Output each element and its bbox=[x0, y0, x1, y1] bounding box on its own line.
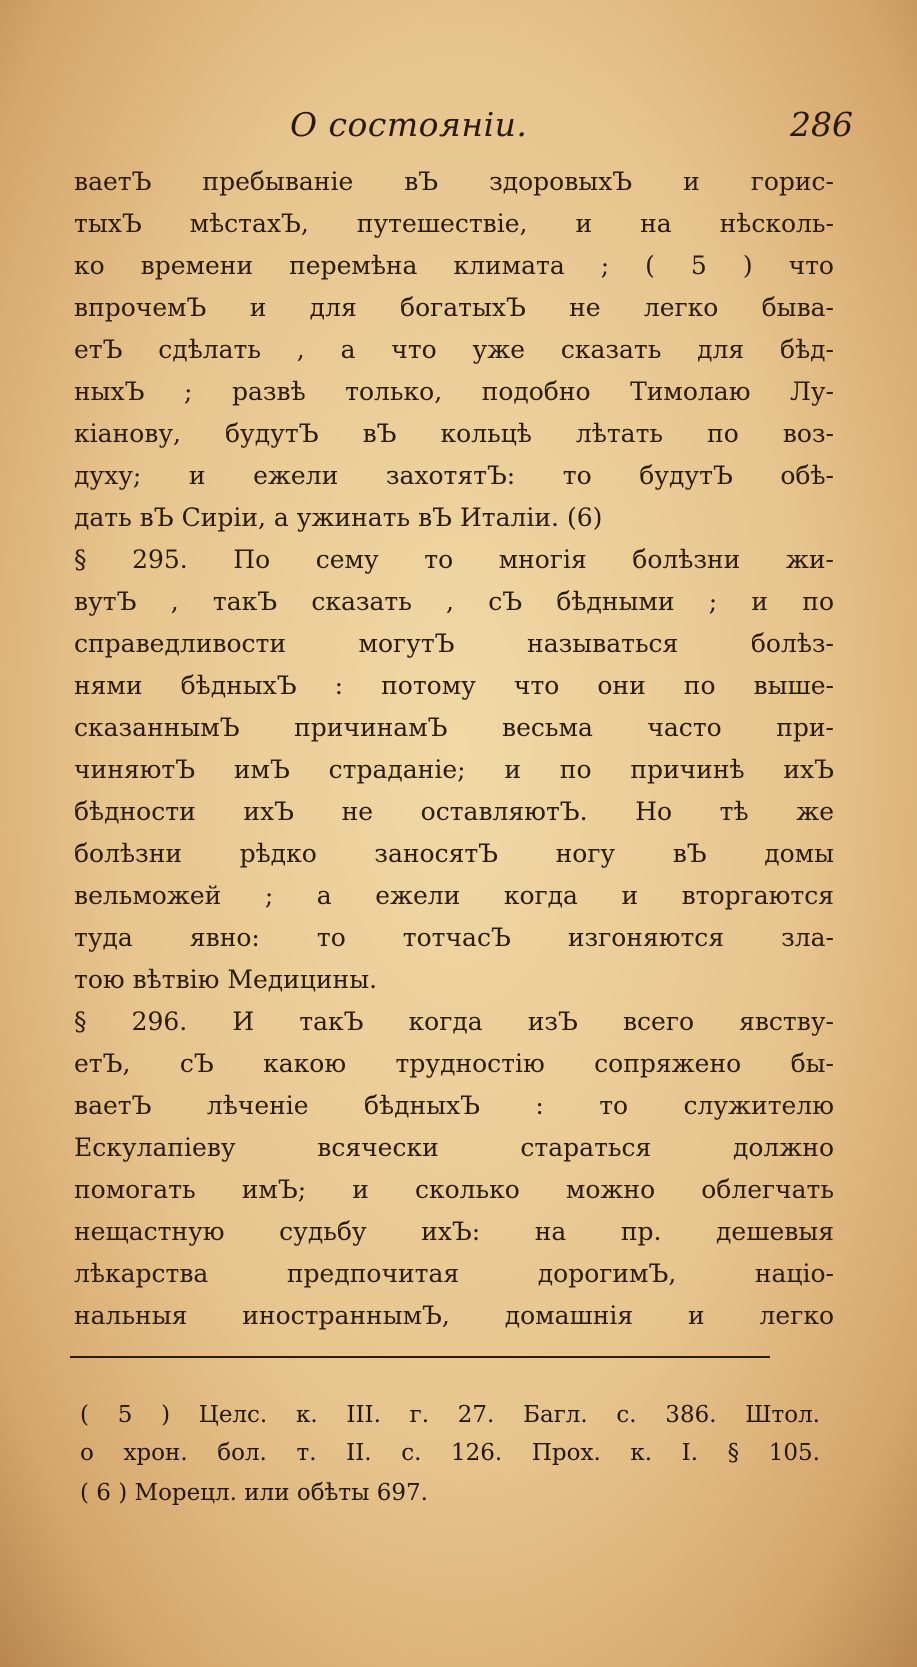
paragraph-start-line: § 295. По сему то многія болѣзни жи- bbox=[74, 545, 834, 574]
text-line: впрочемЪ и для богатыхЪ не легко быва- bbox=[74, 293, 834, 322]
footnote-line: о хрон. бол. т. II. с. 126. Прох. к. I. § 105. bbox=[80, 1440, 820, 1466]
text-line: чиняютЪ имЪ страданіе; и по причинѣ ихЪ bbox=[74, 755, 834, 784]
text-line: помогать имЪ; и сколько можно облегчать bbox=[74, 1175, 834, 1204]
page-header bbox=[0, 105, 917, 155]
text-line: ваетЪ пребываніе вЪ здоровыхЪ и горис- bbox=[74, 167, 834, 196]
text-line: нещастную судьбу ихЪ: на пр. дешевыя bbox=[74, 1217, 834, 1246]
text-line: лѣкарства предпочитая дорогимЪ, націо- bbox=[74, 1259, 834, 1288]
paragraph-start-line: § 296. И такЪ когда изЪ всего явству- bbox=[74, 1007, 834, 1036]
page-number: 286 bbox=[790, 105, 853, 144]
text-line: туда явно: то тотчасЪ изгоняются зла- bbox=[74, 923, 834, 952]
text-line: нями бѣдныхЪ : потому что они по выше- bbox=[74, 671, 834, 700]
text-line: дать вЪ Сиріи, а ужинать вЪ Италіи. (6) bbox=[74, 503, 603, 532]
text-line: тыхЪ мѣстахЪ, путешествіе, и на нѣсколь- bbox=[74, 209, 834, 238]
text-line: етЪ, сЪ какою трудностію сопряжено бы- bbox=[74, 1049, 834, 1078]
text-line: тою вѣтвію Медицины. bbox=[74, 965, 378, 994]
text-line: Ескулапіеву всячески стараться должно bbox=[74, 1133, 834, 1162]
text-line: ваетЪ лѣченіе бѣдныхЪ : то служителю bbox=[74, 1091, 834, 1120]
text-line: етЪ сдѣлать , а что уже сказать для бѣд- bbox=[74, 335, 834, 364]
text-line: ко времени перемѣна климата ; ( 5 ) что bbox=[74, 251, 834, 280]
text-line: вутЪ , такЪ сказать , сЪ бѣдными ; и по bbox=[74, 587, 834, 616]
text-line: вельможей ; а ежели когда и вторгаются bbox=[74, 881, 834, 910]
text-line: болѣзни рѣдко заносятЪ ногу вЪ домы bbox=[74, 839, 834, 868]
text-line: нальныя иностраннымЪ, домашнія и легко bbox=[74, 1301, 834, 1330]
text-line: духу; и ежели захотятЪ: то будутЪ обѣ- bbox=[74, 461, 834, 490]
text-line: справедливости могутЪ называться болѣз- bbox=[74, 629, 834, 658]
text-line: сказаннымЪ причинамЪ весьма часто при- bbox=[74, 713, 834, 742]
text-line: кіанову, будутЪ вЪ кольцѣ лѣтать по воз- bbox=[74, 419, 834, 448]
footnote-divider bbox=[70, 1356, 770, 1358]
text-line: ныхЪ ; развѣ только, подобно Тимолаю Лу- bbox=[74, 377, 834, 406]
footnote-line: ( 5 ) Целс. к. III. г. 27. Багл. с. 386. Штол. bbox=[80, 1402, 820, 1428]
footnote-line: ( 6 ) Морецл. или обѣты 697. bbox=[80, 1480, 428, 1506]
running-title: О состояніи. bbox=[290, 105, 528, 144]
text-line: бѣдности ихЪ не оставляютЪ. Но тѣ же bbox=[74, 797, 834, 826]
